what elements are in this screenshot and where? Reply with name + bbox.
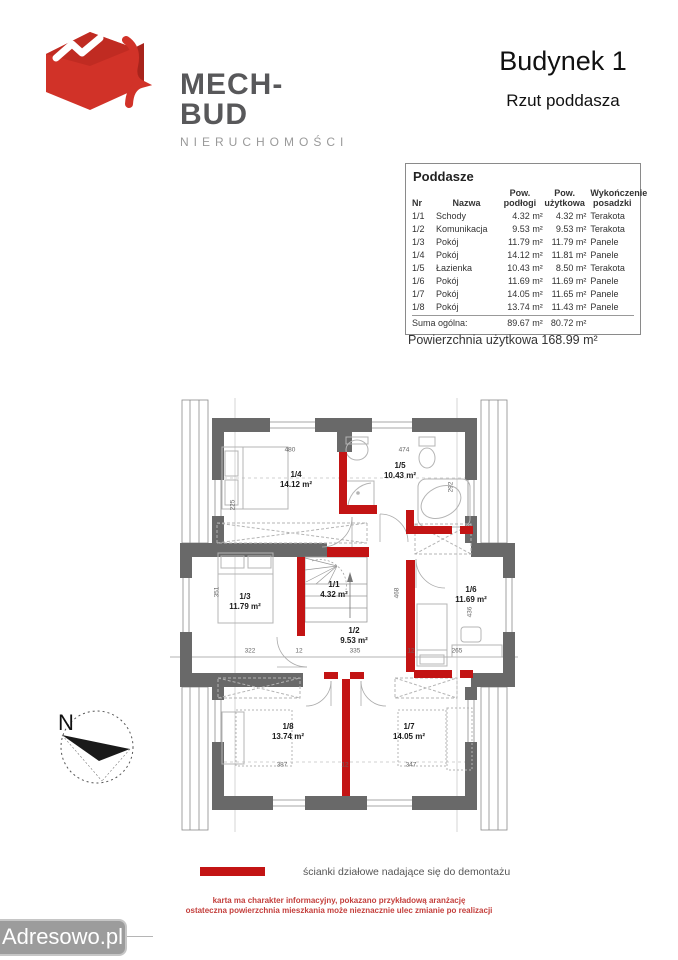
dimension-label: 12 <box>295 647 303 655</box>
dimension-label: 347 <box>405 761 417 769</box>
room-label: 1/2 9.53 m² <box>340 626 368 645</box>
dimension-label: 12 <box>407 647 415 655</box>
room-table-header: Nazwa <box>452 198 481 209</box>
disclaimer <box>0 896 678 917</box>
room-table-row: 1/8 Pokój 13.74 m² 11.43 m² Panele <box>412 301 619 312</box>
room-table-row: 1/5 Łazienka 10.43 m² 8.50 m² Terakota <box>412 262 625 273</box>
watermark-line <box>127 936 153 937</box>
dimension-label: 474 <box>398 446 410 454</box>
dimension-label: 335 <box>349 647 361 655</box>
wardrobe-1-8 <box>222 712 244 764</box>
room-table-title: Poddasze <box>413 169 474 184</box>
desk-chair-1-6 <box>452 627 502 657</box>
legend-partition-swatch <box>200 867 265 876</box>
usable-area-note: Powierzchnia użytkowa 168.99 m² <box>408 333 598 347</box>
room-table-row: 1/2 Komunikacja 9.53 m² 9.53 m² Terakota <box>412 223 625 234</box>
room-label: 1/1 4.32 m² <box>320 580 348 599</box>
room-table-header: Pow. podłogi <box>503 188 537 209</box>
toilet <box>419 437 435 468</box>
total-floor: 89.67 m² <box>497 315 543 331</box>
compass-needle <box>62 735 130 761</box>
dimension-label: 387 <box>276 761 288 769</box>
dimension-label: 351 <box>213 586 221 598</box>
room-label: 1/8 13.74 m² <box>271 722 305 741</box>
room-table-header: Wykończenie posadzki <box>590 188 648 209</box>
total-label: Suma ogólna: <box>412 315 497 331</box>
room-label: 1/5 10.43 m² <box>383 461 417 480</box>
dimension-label: 225 <box>229 499 237 511</box>
closet-1-4 <box>217 523 367 543</box>
room-table-row: 1/4 Pokój 14.12 m² 11.81 m² Panele <box>412 249 619 260</box>
bed-room-1-3 <box>218 553 273 623</box>
dimension-label: 436 <box>466 606 474 618</box>
room-label: 1/6 11.69 m² <box>455 585 487 604</box>
room-table-row: 1/3 Pokój 11.79 m² 11.79 m² Panele <box>412 236 619 247</box>
brand-subtitle: NIERUCHOMOŚCI <box>180 135 349 149</box>
room-table-header: Nr <box>412 198 423 209</box>
dimension-label: 292 <box>447 481 455 493</box>
watermark-badge[interactable]: Adresowo.pl <box>0 919 127 956</box>
dimension-label: 265 <box>451 647 463 655</box>
stairs <box>305 557 367 622</box>
room-label: 1/4 14.12 m² <box>279 470 313 489</box>
compass-north-label: N <box>58 710 74 735</box>
dimension-label: 12 <box>341 761 349 769</box>
room-table-header: Pow. użytkowa <box>544 188 585 209</box>
dimension-label: 322 <box>244 647 256 655</box>
dimension-label: 468 <box>393 587 401 599</box>
page-subtitle: Rzut poddasza <box>506 91 620 110</box>
compass <box>58 710 133 783</box>
room-table-row: 1/6 Pokój 11.69 m² 11.69 m² Panele <box>412 275 619 286</box>
room-table-row: 1/1 Schody 4.32 m² 4.32 m² Terakota <box>412 210 625 221</box>
brand-name: MECH-BUD <box>180 68 284 131</box>
disclaimer-line-2: ostateczna powierzchnia mieszkania może nieznacznie ulec zmianie po realizacji <box>185 906 493 916</box>
room-label: 1/7 14.05 m² <box>392 722 426 741</box>
room-table-row: 1/7 Pokój 14.05 m² 11.65 m² Panele <box>412 288 619 299</box>
legend-text: ścianki działowe nadające się do demontażu <box>303 866 511 878</box>
page-title: Budynek 1 <box>499 46 627 76</box>
closet-1-7 <box>395 678 457 698</box>
bathtub <box>415 479 470 527</box>
room-label: 1/3 11.79 m² <box>229 592 261 611</box>
total-usable: 80.72 m² <box>543 315 587 331</box>
layout-box-1-7 <box>398 710 446 766</box>
disclaimer-line-1: karta ma charakter informacyjny, pokazano przykładową aranżację <box>212 896 466 905</box>
dimension-label: 480 <box>284 446 296 454</box>
shower <box>346 481 374 509</box>
